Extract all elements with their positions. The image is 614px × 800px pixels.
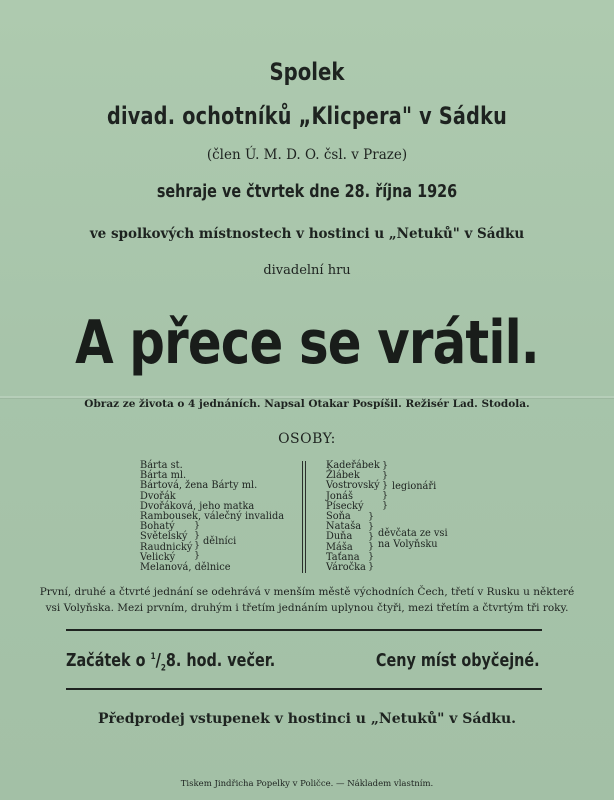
performance-date: sehraje ve čtvrtek dne 28. října 1926 (156, 181, 458, 202)
setting-note (30, 584, 584, 616)
play-title: A přece se vrátil. (75, 308, 539, 378)
start-hour: 8. hod. večer. (165, 650, 276, 671)
cast-entry: Taťana (326, 551, 360, 563)
cast-entry: Dvořáková, jeho matka (140, 500, 255, 512)
cast-entry: Velický (140, 551, 176, 563)
cast-group-label: legionáři (392, 481, 437, 492)
start-label: Začátek o (66, 650, 151, 671)
cast-entry: Bárta ml. (140, 470, 187, 482)
presale-line: Předprodej vstupenek v hostinci u „Netuků" v Sádku. (97, 711, 517, 727)
cast-entry: Nataša (326, 521, 362, 533)
cast-entry: Vostrovský (326, 480, 380, 492)
intro-line: divadelní hru (263, 263, 351, 278)
cast-entry: Duňa (326, 531, 353, 543)
cast-entry: Melanová, dělnice (140, 561, 231, 573)
column-divider (302, 461, 303, 573)
cast-entry: Písecký (326, 500, 364, 512)
cast-entry: Rambousek, válečný invalida (140, 510, 285, 522)
column-divider (305, 461, 306, 573)
cast-entry: Máša (326, 541, 353, 553)
cast-entry: Světelský (140, 531, 188, 543)
cast-group-label: děvčata ze vsi (378, 528, 448, 539)
membership-note: (člen Ú. M. D. O. čsl. v Praze) (206, 147, 408, 163)
cast-group-label: na Volyňsku (378, 539, 438, 550)
cast-entry: Váročka (326, 561, 366, 573)
brace-icon: } } } } } (382, 460, 389, 511)
start-time: Začátek o $^1/_28$. hod. večer. (66, 650, 276, 674)
cast-entry: Raudnický (140, 541, 193, 553)
cast-entry: Bohatý (140, 521, 175, 533)
ticket-prices: Ceny míst obyčejné. (376, 650, 540, 671)
divider-rule (66, 629, 542, 631)
cast-left-column (140, 461, 284, 573)
cast-entry: Bártová, žena Bárty ml. (140, 480, 258, 492)
cast-entry: Jonáš (326, 490, 354, 502)
brace-icon: } } } } } } (368, 511, 375, 572)
cast-entry: Dvořák (140, 490, 176, 502)
setting-note-line: První, druhé a čtvrté jednání se odehrává v menším městě východních Čech, třetí v Rusku u některé (39, 586, 575, 598)
play-subtitle: Obraz ze života o 4 jednáních. Napsal Otakar Pospíšil. Režisér Lad. Stodola. (84, 398, 530, 410)
cast-entry: Bárta st. (140, 460, 183, 471)
brace-icon: } } } } (194, 520, 201, 561)
society-name: divad. ochotníků „Klicpera" v Sádku (107, 102, 507, 130)
cast-entry: Soňa (326, 510, 351, 522)
fraction-numerator: 1 (150, 652, 156, 662)
cast-group-label: dělníci (203, 536, 237, 547)
setting-note-line: vsi Volyňska. Mezi prvním, druhým i třetím jednáním uplynou čtyři, mezi třetím a čtvrtým tři roky. (45, 602, 569, 614)
fraction-denominator: 2 (160, 663, 166, 674)
cast-heading: OSOBY: (278, 431, 336, 447)
divider-rule (66, 688, 542, 690)
cast-entry: Žlábek (326, 470, 360, 482)
printer-line: Tiskem Jindřicha Popelky v Poličce. — Nákladem vlastním. (180, 779, 434, 789)
society-title: Spolek (269, 58, 345, 86)
cast-entry: Kadeřábek (326, 460, 380, 471)
venue-line: ve spolkových místnostech v hostinci u „Netuků" v Sádku (89, 226, 525, 242)
